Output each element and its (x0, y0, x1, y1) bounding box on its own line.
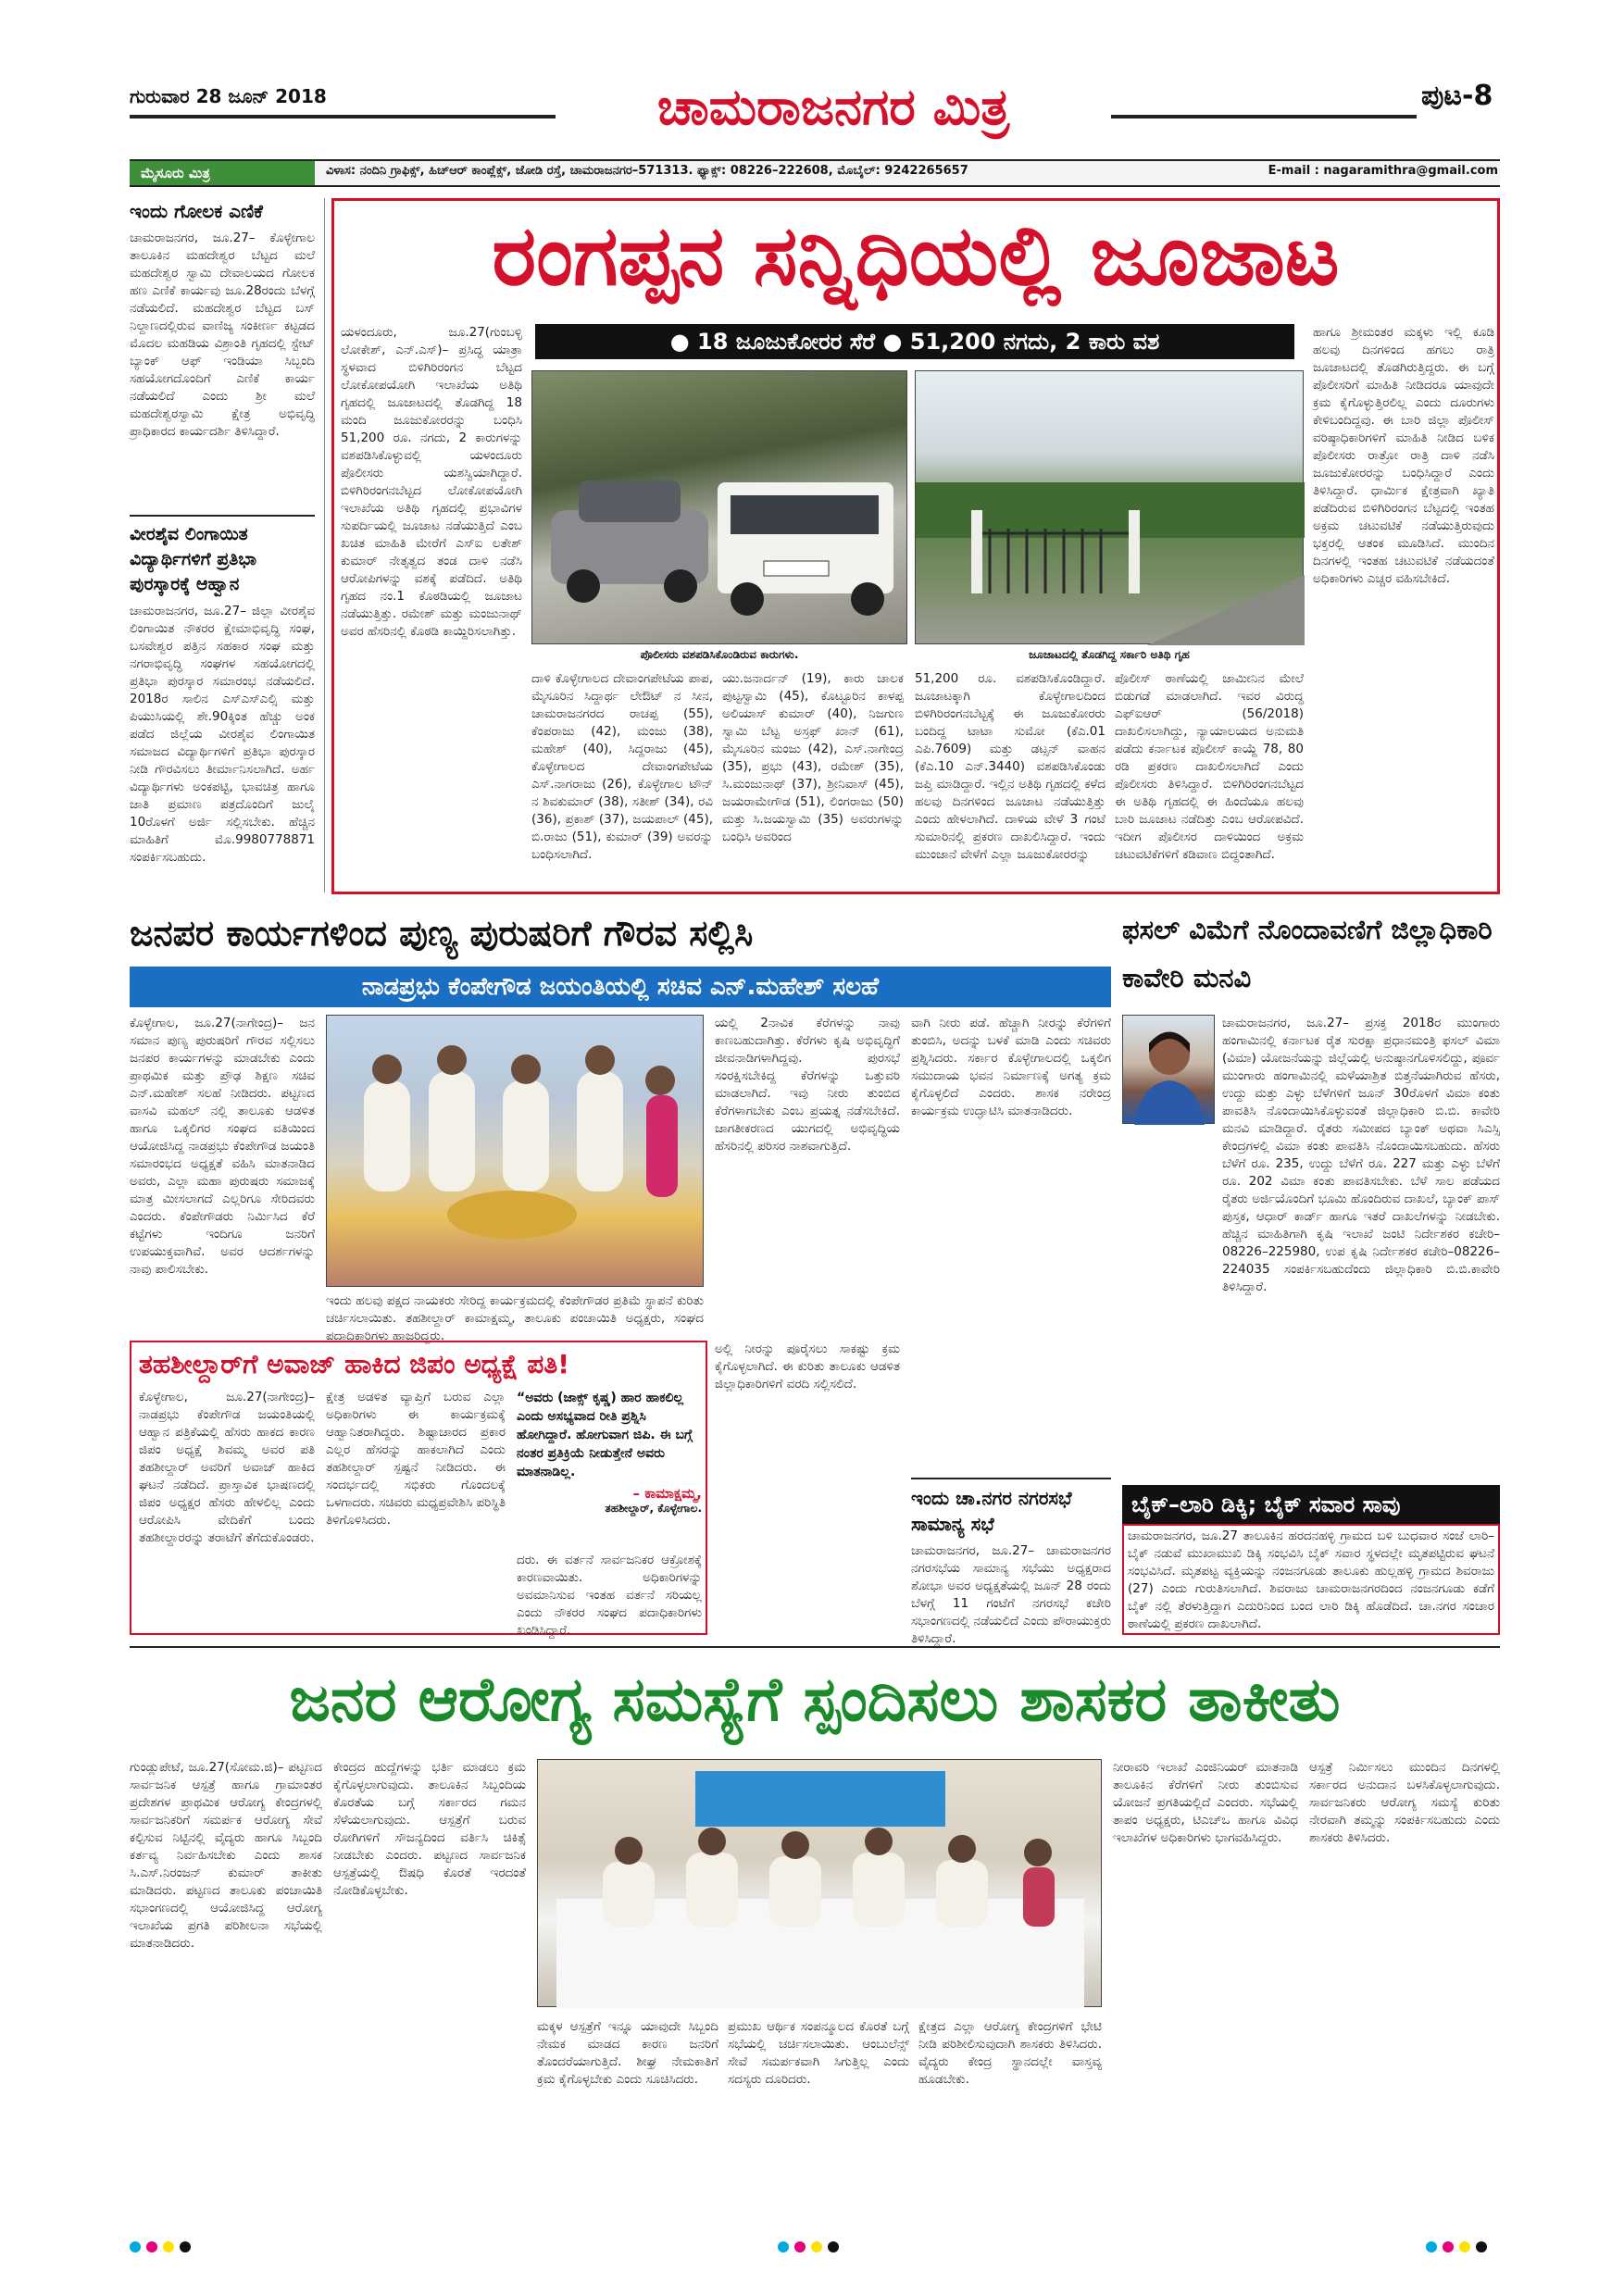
bike-body: ಚಾಮರಾಜನಗರ, ಜೂ.27 ತಾಲೂಕಿನ ಹರದನಹಳ್ಳಿ ಗ್ರಾಮದ ಬಳಿ ಬುಧವಾರ ಸಂಜೆ ಲಾರಿ–ಬೈಕ್ ನಡುವೆ ಮುಖಾಮುಖಿ ಡಿಕ್ಕಿ ಸಂಭವಿಸಿ ಬೈಕ್ ಸವಾರ ಸ್ಥಳದಲ್ಲೇ ಮೃತಪಟ್ಟಿರುವ ಘಟನೆ ಸಂಭವಿಸಿದೆ. ಮೃತಪಟ್ಟ ವ್ಯಕ್ತಿಯನ್ನು ನಂಜನಗೂಡು ತಾಲೂಕು ಹುಲ್ಲಹಳ್ಳಿ ಗ್ರಾಮದ ಶಿವರಾಜು (27) ಎಂದು ಗುರುತಿಸಲಾಗಿದೆ. ಶಿವರಾಜು ಚಾಮರಾಜನಗರದಿಂದ ನಂಜನಗೂಡು ಕಡೆಗೆ ಬೈಕ್ ನಲ್ಲಿ ತೆರಳುತ್ತಿದ್ದಾಗ ಎದುರಿನಿಂದ ಬಂದ ಲಾರಿ ಡಿಕ್ಕಿ ಹೊಡೆದಿದೆ. ಚಾ.ನಗರ ಸಂಚಾರ ಠಾಣೆಯಲ್ಲಿ ಪ್ರಕರಣ ದಾಖಲಾಗಿದೆ. (1128, 1529, 1494, 1631)
lead-col-5: ಪೊಲೀಸ್ ಠಾಣೆಯಲ್ಲಿ ಜಾಮೀನಿನ ಮೇಲೆ ಬಿಡುಗಡೆ ಮಾಡಲಾಗಿದೆ. ಇವರ ವಿರುದ್ಧ ಎಫ್ಐಆರ್ (56/2018) ದಾಖಲಿಸಲಾಗಿದ್ದು, ನ್ಯಾಯಾಲಯದ ಅನುಮತಿ ಪಡೆದು ಕರ್ನಾಟಕ ಪೊಲೀಸ್ ಕಾಯ್ದೆ 78, 80 ರಡಿ ಪ್ರಕರಣ ದಾಖಲಿಸಲಾಗಿದೆ ಎಂದು ಪೊಲೀಸರು ತಿಳಿಸಿದ್ದಾರೆ. ಬಿಳಿಗಿರಿರಂಗನಬೆಟ್ಟದ ಈ ಅತಿಥಿ ಗೃಹದಲ್ಲಿ ಈ ಹಿಂದೆಯೂ ಹಲವು ಬಾರಿ ಜೂಜಾಟ ನಡೆದಿತ್ತು ಎಂಬ ಆರೋಪವಿದೆ. ಇದೀಗ ಪೊಲೀಸರ ದಾಳಿಯಿಂದ ಅಕ್ರಮ ಚಟುವಟಿಕೆಗಳಿಗೆ ಕಡಿವಾಣ ಬಿದ್ದಂತಾಗಿದೆ. (1115, 671, 1304, 862)
meeting-illustration (538, 1760, 1103, 2008)
lead-col-1: ಯಳಂದೂರು, ಜೂ.27(ಗುಂಬಳ್ಳಿ ಲೋಕೇಶ್, ಎನ್.ಎಸ್)– ಪ್ರಸಿದ್ಧ ಯಾತ್ರಾ ಸ್ಥಳವಾದ ಬಿಳಿಗಿರಿರಂಗನ ಬೆಟ್ಟದ ಲೋಕೋಪಯೋಗಿ ಇಲಾಖೆಯ ಅತಿಥಿ ಗೃಹದಲ್ಲಿ ಜೂಜಾಟದಲ್ಲಿ ತೊಡಗಿದ್ದ 18 ಮಂದಿ ಜೂಜುಕೋರರನ್ನು ಬಂಧಿಸಿ 51,200 ರೂ. ನಗದು, 2 ಕಾರುಗಳನ್ನು ವಶಪಡಿಸಿಕೊಳ್ಳುವಲ್ಲಿ ಯಳಂದೂರು ಪೊಲೀಸರು ಯಶಸ್ವಿಯಾಗಿದ್ದಾರೆ. ಬಿಳಿಗಿರಿರಂಗನಬೆಟ್ಟದ ಲೋಕೋಪಯೋಗಿ ಇಲಾಖೆಯ ಅತಿಥಿ ಗೃಹದಲ್ಲಿ ಪ್ರಭಾವಿಗಳ ಸುಪರ್ದಿಯಲ್ಲಿ ಜೂಜಾಟ ನಡೆಯುತ್ತಿದೆ ಎಂಬ ಖಚಿತ ಮಾಹಿತಿ ಮೇರೆಗೆ ಎಸ್ಐ ಲತೇಶ್ ಕುಮಾರ್ ನೇತೃತ್ವದ ತಂಡ ದಾಳಿ ನಡೆಸಿ ಆರೋಪಿಗಳನ್ನು ವಶಕ್ಕೆ ಪಡೆದಿದೆ. ಅತಿಥಿ ಗೃಹದ ನಂ.1 ಕೊಠಡಿಯಲ್ಲಿ ಜೂಜಾಟ ನಡೆಯುತ್ತಿತ್ತು. ರಮೇಶ್ ಮತ್ತು ಮಂಜುನಾಥ್ ಅವರ ಹೆಸರಿನಲ್ಲಿ ಕೊಠಡಿ ಕಾಯ್ದಿರಿಸಲಾಗಿತ್ತು. (341, 325, 522, 639)
guest-house-caption: ಜೂಜಾಟದಲ್ಲಿ ತೊಡಗಿದ್ದ ಸರ್ಕಾರಿ ಅತಿಥಿ ಗೃಹ (1029, 648, 1190, 661)
lead-side-col: ಹಾಗೂ ಶ್ರೀಮಂತರ ಮಕ್ಕಳು ಇಲ್ಲಿ ಕೂಡಿ ಹಲವು ದಿನಗಳಿಂದ ಹಗಲು ರಾತ್ರಿ ಜೂಜಾಟದಲ್ಲಿ ತೊಡಗಿರುತ್ತಿದ್ದರು. ಈ ಬಗ್ಗೆ ಪೊಲೀಸರಿಗೆ ಮಾಹಿತಿ ನೀಡಿದರೂ ಯಾವುದೇ ಕ್ರಮ ಕೈಗೊಳ್ಳುತ್ತಿರಲಿಲ್ಲ ಎಂದು ದೂರುಗಳು ಕೇಳಿಬಂದಿದ್ದವು. ಈ ಬಾರಿ ಜಿಲ್ಲಾ ಪೊಲೀಸ್ ವರಿಷ್ಠಾಧಿಕಾರಿಗಳಿಗೆ ಮಾಹಿತಿ ನೀಡಿದ ಬಳಿಕ ಪೊಲೀಸರು ರಾತ್ರೋ ರಾತ್ರಿ ದಾಳಿ ನಡೆಸಿ ಜೂಜುಕೋರರನ್ನು ಬಂಧಿಸಿದ್ದಾರೆ ಎಂದು ತಿಳಿಸಿದ್ದಾರೆ. ಧಾರ್ಮಿಕ ಕ್ಷೇತ್ರವಾಗಿ ಖ್ಯಾತಿ ಪಡೆದಿರುವ ಬಿಳಿಗಿರಿರಂಗನ ಬೆಟ್ಟದಲ್ಲಿ ಇಂತಹ ಅಕ್ರಮ ಚಟುವಟಿಕೆ ನಡೆಯುತ್ತಿರುವುದು ಭಕ್ತರಲ್ಲಿ ಆತಂಕ ಮೂಡಿಸಿದೆ. ಮುಂದಿನ ದಿನಗಳಲ್ಲಿ ಇಂತಹ ಚಟುವಟಿಕೆ ನಡೆಯದಂತೆ ಅಧಿಕಾರಿಗಳು ಎಚ್ಚರ ವಹಿಸಬೇಕಿದೆ. (1313, 325, 1494, 586)
registration-dots-right (1426, 2239, 1493, 2256)
event-illustration (327, 1016, 705, 1288)
registration-dots-left (130, 2239, 196, 2256)
lead-col-3: ಯು.ಜನಾರ್ದನ್ (19), ಕಾರು ಚಾಲಕ ಪುಟ್ಟಸ್ವಾಮಿ (45), ಕೊಟ್ಟೂರಿನ ಕಾಳಪ್ಪ ಅಲಿಯಾಸ್ ಕುಮಾರ್ (40), ನಿಜಗುಣ ಸ್ವಾಮಿ ಬೆಟ್ಟ ಅಸ್ರಫ್ ಖಾನ್ (61), ಮೈಸೂರಿನ ಮಂಜು (42), ಎಸ್.ನಾಗೇಂದ್ರ (35), ಪ್ರಭು (43), ರಮೇಶ್ (35), ಸಿ.ಮಂಜುನಾಥ್ (37), ಶ್ರೀನಿವಾಸ್ (45), ಜಯರಾಮೇಗೌಡ (51), ಲಿಂಗರಾಜು (50) ಮತ್ತು ಸಿ.ಜಯಸ್ವಾಮಿ (35) ಅವರುಗಳನ್ನು ಬಂಧಿಸಿ ಅವರಿಂದ (722, 671, 904, 844)
health-meeting-photo (537, 1759, 1102, 2007)
health-col-3: ಮಕ್ಕಳ ಆಸ್ಪತ್ರೆಗೆ ಇನ್ನೂ ಯಾವುದೇ ಸಿಬ್ಬಂದಿ ನೇಮಕ ಮಾಡದ ಕಾರಣ ಜನರಿಗೆ ತೊಂದರೆಯಾಗುತ್ತಿದೆ. ಶೀಘ್ರ ನೇಮಕಾತಿಗೆ ಕ್ರಮ ಕೈಗೊಳ್ಳಬೇಕು ಎಂದು ಸೂಚಿಸಿದರು. (537, 2019, 718, 2087)
sabhe-body: ಚಾಮರಾಜನಗರ, ಜೂ.27– ಚಾಮರಾಜನಗರ ನಗರಸಭೆಯ ಸಾಮಾನ್ಯ ಸಭೆಯು ಅಧ್ಯಕ್ಷರಾದ ಶೋಭಾ ಅವರ ಅಧ್ಯಕ್ಷತೆಯಲ್ಲಿ ಜೂನ್ 28 ರಂದು ಬೆಳಗ್ಗೆ 11 ಗಂಟೆಗೆ ನಗರಸಭೆ ಕಚೇರಿ ಸಭಾಂಗಣದಲ್ಲಿ ನಡೆಯಲಿದೆ ಎಂದು ಪೌರಾಯುಕ್ತರು ತಿಳಿಸಿದ್ದಾರೆ. (911, 1543, 1111, 1646)
health-col-4: ಪ್ರಮುಖ ಆರ್ಥಿಕ ಸಂಪನ್ಮೂಲದ ಕೊರತೆ ಬಗ್ಗೆ ಸಭೆಯಲ್ಲಿ ಚರ್ಚಿಸಲಾಯಿತು. ಆಂಬುಲೆನ್ಸ್ ಸೇವೆ ಸಮರ್ಪಕವಾಗಿ ಸಿಗುತ್ತಿಲ್ಲ ಎಂದು ಸದಸ್ಯರು ದೂರಿದರು. (728, 2019, 909, 2087)
golaka-body: ಚಾಮರಾಜನಗರ, ಜೂ.27– ಕೊಳ್ಳೇಗಾಲ ತಾಲೂಕಿನ ಮಹದೇಶ್ವರ ಬೆಟ್ಟದ ಮಲೆ ಮಹದೇಶ್ವರ ಸ್ವಾಮಿ ದೇವಾಲಯದ ಗೋಲಕ ಹಣ ಎಣಿಕೆ ಕಾರ್ಯವು ಜೂ.28ರಂದು ಬೆಳಗ್ಗೆ ನಡೆಯಲಿದೆ. ಮಹದೇಶ್ವರ ಬೆಟ್ಟದ ಬಸ್ ನಿಲ್ದಾಣದಲ್ಲಿರುವ ವಾಣಿಜ್ಯ ಸಂಕೀರ್ಣ ಕಟ್ಟಡದ ಮೊದಲ ಮಹಡಿಯ ವಿಶ್ರಾಂತಿ ಗೃಹದಲ್ಲಿ ಸ್ಟೇಟ್ ಬ್ಯಾಂಕ್ ಆಫ್ ಇಂಡಿಯಾ ಸಿಬ್ಬಂದಿ ಸಹಯೋಗದೊಂದಿಗೆ ಎಣಿಕೆ ಕಾರ್ಯ ನಡೆಯಲಿದೆ ಎಂದು ಶ್ರೀ ಮಲೆ ಮಹದೇಶ್ವರಸ್ವಾಮಿ ಕ್ಷೇತ್ರ ಅಭಿವೃದ್ಧಿ ಪ್ರಾಧಿಕಾರದ ಕಾರ್ಯದರ್ಶಿ ತಿಳಿಸಿದ್ದಾರೆ. (130, 231, 315, 439)
lead-col-4: 51,200 ರೂ. ವಶಪಡಿಸಿಕೊಂಡಿದ್ದಾರೆ. ಜೂಜಾಟಕ್ಕಾಗಿ ಕೊಳ್ಳೇಗಾಲದಿಂದ ಬಿಳಿಗಿರಿರಂಗನಬೆಟ್ಟಕ್ಕೆ ಈ ಜೂಜುಕೋರರು ಬಂದಿದ್ದ ಟಾಟಾ ಸುಮೋ (ಕೆಎ.01 ಎಪಿ.7609) ಮತ್ತು ಡಟ್ಸನ್ ವಾಹನ (ಕೆಎ.10 ಎನ್.3440) ವಶಪಡಿಸಿಕೊಂಡು ಜಪ್ತಿ ಮಾಡಿದ್ದಾರೆ. ಇಲ್ಲಿನ ಅತಿಥಿ ಗೃಹದಲ್ಲಿ ಕಳೆದ ಹಲವು ದಿನಗಳಿಂದ ಜೂಜಾಟ ನಡೆಯುತ್ತಿತ್ತು ಎಂದು ಹೇಳಲಾಗಿದೆ. ದಾಳಿಯ ವೇಳೆ 3 ಗಂಟೆ ಸುಮಾರಿನಲ್ಲಿ ಪ್ರಕರಣ ದಾಖಲಿಸಿದ್ದಾರೆ. ಇಂದು ಮುಂಜಾನೆ ವೇಳೆಗೆ ಎಲ್ಲಾ ಜೂಜುಕೋರರನ್ನು (915, 671, 1106, 862)
info-brand: ಮೈಸೂರು ಮಿತ್ರ (130, 161, 315, 185)
tahsildar-col-3: ದರು. ಈ ವರ್ತನೆ ಸಾರ್ವಜನಿಕರ ಆಕ್ರೋಶಕ್ಕೆ ಕಾರಣವಾಯಿತು. ಅಧಿಕಾರಿಗಳನ್ನು ಅವಮಾನಿಸುವ ಇಂತಹ ವರ್ತನೆ ಸರಿಯಲ್ಲ ಎಂದು ನೌಕರರ ಸಂಘದ ಪದಾಧಿಕಾರಿಗಳು ಖಂಡಿಸಿದ್ದಾರೆ. (517, 1553, 702, 1638)
bike-headline: ಬೈಕ್–ಲಾರಿ ಡಿಕ್ಕಿ; ಬೈಕ್ ಸವಾರ ಸಾವು (1122, 1485, 1500, 1524)
sabhe-headline: ಇಂದು ಚಾ.ನಗರ ನಗರಸಭೆ ಸಾಮಾನ್ಯ ಸಭೆ (911, 1478, 1111, 1537)
health-col-7: ಆಸ್ಪತ್ರೆ ನಿರ್ಮಿಸಲು ಮುಂದಿನ ದಿನಗಳಲ್ಲಿ ಸರ್ಕಾರದ ಅನುದಾನ ಬಳಸಿಕೊಳ್ಳಲಾಗುವುದು. ಸಾರ್ವಜನಿಕರು ಆರೋಗ್ಯ ಸಮಸ್ಯೆ ಕುರಿತು ನೇರವಾಗಿ ತಮ್ಮನ್ನು ಸಂಪರ್ಕಿಸಬಹುದು ಎಂದು ಶಾಸಕರು ತಿಳಿಸಿದರು. (1309, 1760, 1500, 1845)
fasal-body: ಚಾಮರಾಜನಗರ, ಜೂ.27– ಪ್ರಸಕ್ತ 2018ರ ಮುಂಗಾರು ಹಂಗಾಮಿನಲ್ಲಿ ಕರ್ನಾಟಕ ರೈತ ಸುರಕ್ಷಾ ಪ್ರಧಾನಮಂತ್ರಿ ಫಸಲ್ ವಿಮಾ (ವಿಮಾ) ಯೋಜನೆಯನ್ನು ಜಿಲ್ಲೆಯಲ್ಲಿ ಅನುಷ್ಠಾನಗೊಳಿಸಲಿದ್ದು, ಪೂರ್ವ ಮುಂಗಾರು ಹಂಗಾಮಿನಲ್ಲಿ ಮಳೆಯಾಶ್ರಿತ ಬಿತ್ತನೆಯಾಗಿರುವ ಹೆಸರು, ಉದ್ದು ಮತ್ತು ಎಳ್ಳು ಬೆಳೆಗಳಿಗೆ ಜೂನ್ 30ರೊಳಗೆ ವಿಮಾ ಕಂತು ಪಾವತಿಸಿ ನೊಂದಾಯಿಸಿಕೊಳ್ಳುವಂತೆ ಜಿಲ್ಲಾಧಿಕಾರಿ ಬಿ.ಬಿ. ಕಾವೇರಿ ಮನವಿ ಮಾಡಿದ್ದಾರೆ. ರೈತರು ಸಮೀಪದ ಬ್ಯಾಂಕ್ ಅಥವಾ ಸಿಎಸ್ಸಿ ಕೇಂದ್ರಗಳಲ್ಲಿ ವಿಮಾ ಕಂತು ಪಾವತಿಸಿ ನೊಂದಾಯಿಸಬಹುದು. ಹೆಸರು ಬೆಳೆಗೆ ರೂ. 235, ಉದ್ದು ಬೆಳೆಗೆ ರೂ. 227 ಮತ್ತು ಎಳ್ಳು ಬೆಳೆಗೆ ರೂ. 202 ವಿಮಾ ಕಂತು ಪಾವತಿಸಬೇಕು. ಬೆಳೆ ಸಾಲ ಪಡೆಯದ ರೈತರು ಅರ್ಜಿಯೊಂದಿಗೆ ಭೂಮಿ ಹೊಂದಿರುವ ದಾಖಲೆ, ಬ್ಯಾಂಕ್ ಪಾಸ್ ಪುಸ್ತಕ, ಆಧಾರ್ ಕಾರ್ಡ್ ಹಾಗೂ ಇತರೆ ದಾಖಲೆಗಳನ್ನು ನೀಡಬೇಕು. ಹೆಚ್ಚಿನ ಮಾಹಿತಿಗಾಗಿ ಕೃಷಿ ಇಲಾಖೆ ಜಂಟಿ ನಿರ್ದೇಶಕರ ಕಚೇರಿ–08226–225980, ಉಪ ಕೃಷಿ ನಿರ್ದೇಶಕರ ಕಚೇರಿ–08226–224035 ಸಂಪರ್ಕಿಸಬಹುದೆಂದು ಜಿಲ್ಲಾಧಿಕಾರಿ ಬಿ.ಬಿ.ಕಾವೇರಿ ತಿಳಿಸಿದ್ದಾರೆ. (1222, 1016, 1500, 1294)
lead-headline: ರಂಗಪ್ಪನ ಸನ್ನಿಧಿಯಲ್ಲಿ ಜೂಜಾಟ (492, 207, 1340, 305)
masthead-title: ಚಾಮರಾಜನಗರ ಮಿತ್ರ (656, 78, 1010, 136)
masthead (130, 74, 1500, 146)
left-column-rule (324, 198, 325, 892)
kempegowda-event-photo (326, 1015, 704, 1287)
guest-house-photo (915, 370, 1304, 644)
health-col-5: ಕ್ಷೇತ್ರದ ಎಲ್ಲಾ ಆರೋಗ್ಯ ಕೇಂದ್ರಗಳಿಗೆ ಭೇಟಿ ನೀಡಿ ಪರಿಶೀಲಿಸುವುದಾಗಿ ಶಾಸಕರು ತಿಳಿಸಿದರು. ವೈದ್ಯರು ಕೇಂದ್ರ ಸ್ಥಾನದಲ್ಲೇ ವಾಸ್ತವ್ಯ ಹೂಡಬೇಕು. (918, 2019, 1102, 2087)
tahsildar-quote-author: – ಕಾಮಾಕ್ಷಮ್ಮ, (632, 1485, 702, 1502)
kempegowda-col-3: ವಾಗಿ ನೀರು ಪಡೆ. ಹೆಚ್ಚಾಗಿ ನೀರನ್ನು ಕೆರೆಗಳಿಗೆ ತುಂಬಿಸಿ, ಅದನ್ನು ಬಳಕೆ ಮಾಡಿ ಎಂದು ಸಚಿವರು ಪ್ರಶ್ನಿಸಿದರು. ಸರ್ಕಾರ ಕೊಳ್ಳೇಗಾಲದಲ್ಲಿ ಒಕ್ಕಲಿಗ ಸಮುದಾಯ ಭವನ ನಿರ್ಮಾಣಕ್ಕೆ ಅಗತ್ಯ ಕ್ರಮ ಕೈಗೊಳ್ಳಲಿದೆ ಎಂದರು. ಶಾಸಕ ನರೇಂದ್ರ ಕಾರ್ಯಕ್ರಮ ಉದ್ಘಾಟಿಸಿ ಮಾತನಾಡಿದರು. (911, 1016, 1111, 1118)
health-col-6: ನೀರಾವರಿ ಇಲಾಖೆ ಎಂಜಿನಿಯರ್ ಮಾತನಾಡಿ ತಾಲೂಕಿನ ಕೆರೆಗಳಿಗೆ ನೀರು ತುಂಬಿಸುವ ಯೋಜನೆ ಪ್ರಗತಿಯಲ್ಲಿದೆ ಎಂದರು. ಸಭೆಯಲ್ಲಿ ತಾಪಂ ಅಧ್ಯಕ್ಷರು, ಟಿಎಚ್ಒ ಹಾಗೂ ವಿವಿಧ ಇಲಾಖೆಗಳ ಅಧಿಕಾರಿಗಳು ಭಾಗವಹಿಸಿದ್ದರು. (1113, 1760, 1298, 1845)
seized-cars-caption: ಪೊಲೀಸರು ವಶಪಡಿಸಿಕೊಂಡಿರುವ ಕಾರುಗಳು. (640, 648, 799, 661)
veerashaiva-body: ಚಾಮರಾಜನಗರ, ಜೂ.27– ಜಿಲ್ಲಾ ವೀರಶೈವ ಲಿಂಗಾಯಿತ ನೌಕರರ ಕ್ಷೇಮಾಭಿವೃದ್ಧಿ ಸಂಘ, ಬಸವೇಶ್ವರ ಪತ್ತಿನ ಸಹಕಾರ ಸಂಘ ಮತ್ತು ನಗರಾಭಿವೃದ್ಧಿ ಸಂಘಗಳ ಸಹಯೋಗದಲ್ಲಿ ಪ್ರತಿಭಾ ಪುರಸ್ಕಾರ ಸಮಾರಂಭ ನಡೆಯಲಿದೆ. 2018ರ ಸಾಲಿನ ಎಸ್ಎಸ್ಎಲ್ಸಿ ಮತ್ತು ಪಿಯುಸಿಯಲ್ಲಿ ಶೇ.90ಕ್ಕಿಂತ ಹೆಚ್ಚು ಅಂಕ ಪಡೆದ ಜಿಲ್ಲೆಯ ವೀರಶೈವ ಲಿಂಗಾಯಿತ ಸಮಾಜದ ವಿದ್ಯಾರ್ಥಿಗಳಿಗೆ ಪ್ರತಿಭಾ ಪುರಸ್ಕಾರ ನೀಡಿ ಗೌರವಿಸಲು ತೀರ್ಮಾನಿಸಲಾಗಿದೆ. ಅರ್ಹ ವಿದ್ಯಾರ್ಥಿಗಳು ಅಂಕಪಟ್ಟಿ, ಭಾವಚಿತ್ರ ಹಾಗೂ ಜಾತಿ ಪ್ರಮಾಣ ಪತ್ರದೊಂದಿಗೆ ಜುಲೈ 10ರೊಳಗೆ ಅರ್ಜಿ ಸಲ್ಲಿಸಬೇಕು. ಹೆಚ್ಚಿನ ಮಾಹಿತಿಗೆ ಮೊ.9980778871 ಸಂಪರ್ಕಿಸಬಹುದು. (130, 604, 315, 865)
tahsildar-col-4: ಅಲ್ಲಿ ನೀರನ್ನು ಪೂರೈಸಲು ಸಾಕಷ್ಟು ಕ್ರಮ ಕೈಗೊಳ್ಳಲಾಗಿದೆ. ಈ ಕುರಿತು ತಾಲೂಕು ಆಡಳಿತ ಜಿಲ್ಲಾಧಿಕಾರಿಗಳಿಗೆ ವರದಿ ಸಲ್ಲಿಸಲಿದೆ. (715, 1341, 900, 1391)
health-headline: ಜನರ ಆರೋಗ್ಯ ಸಮಸ್ಯೆಗೆ ಸ್ಪಂದಿಸಲು ಶಾಸಕರ ತಾಕೀತು (289, 1664, 1341, 1735)
tahsildar-quote: “ಅವರು (ಜಾಕ್ಸ್ ಕೃಷ್ಣ) ಹಾರ ಹಾಕಲಿಲ್ಲ ಎಂದು ಅಸಭ್ಯವಾದ ರೀತಿ ಪ್ರಶ್ನಿಸಿ ಹೋಗಿದ್ದಾರೆ. ಹೋಗುವಾಗ ಜಿಪಿ. ಈ ಬಗ್ಗೆ ನಂತರ ಪ್ರತಿಕ್ರಿಯೆ ನೀಡುತ್ತೇನೆ ಅವರು ಮಾತನಾಡಿಲ್ಲ. (517, 1391, 693, 1479)
masthead-page: ಪುಟ-8 (1421, 80, 1493, 112)
car-illustration (532, 371, 908, 645)
tahsildar-headline: ತಹಶೀಲ್ದಾರ್‌ಗೆ ಅವಾಜ್ ಹಾಕಿದ ಜಿಪಂ ಅಧ್ಯಕ್ಷೆ ಪತಿ! (139, 1349, 569, 1379)
health-rule (130, 1646, 1500, 1648)
lead-subhead: ● 18 ಜೂಜುಕೋರರ ಸೆರೆ ● 51,200 ನಗದು, 2 ಕಾರು ವಶ (535, 324, 1294, 359)
kempegowda-col-1: ಕೊಳ್ಳೇಗಾಲ, ಜೂ.27(ನಾಗೇಂದ್ರ)– ಜನ ಸಮಾನ ಪುಣ್ಯ ಪುರುಷರಿಗೆ ಗೌರವ ಸಲ್ಲಿಸಲು ಜನಪರ ಕಾರ್ಯಗಳನ್ನು ಮಾಡಬೇಕು ಎಂದು ಪ್ರಾಥಮಿಕ ಮತ್ತು ಪ್ರೌಢ ಶಿಕ್ಷಣ ಸಚಿವ ಎನ್.ಮಹೇಶ್ ಸಲಹೆ ನೀಡಿದರು. ಪಟ್ಟಣದ ವಾಸವಿ ಮಹಲ್ ನಲ್ಲಿ ತಾಲೂಕು ಆಡಳಿತ ಹಾಗೂ ಒಕ್ಕಲಿಗರ ಸಂಘದ ವತಿಯಿಂದ ಆಯೋಜಿಸಿದ್ದ ನಾಡಪ್ರಭು ಕೆಂಪೇಗೌಡ ಜಯಂತಿ ಸಮಾರಂಭದ ಅಧ್ಯಕ್ಷತೆ ವಹಿಸಿ ಮಾತನಾಡಿದ ಅವರು, ಎಲ್ಲಾ ಮಹಾ ಪುರುಷರು ಸಮಾಜಕ್ಕೆ ಮಾತ್ರ ಮೀಸಲಾಗದೆ ಎಲ್ಲರಿಗೂ ಸೇರಿದವರು ಎಂದರು. ಕೆಂಪೇಗೌಡರು ನಿರ್ಮಿಸಿದ ಕೆರೆ ಕಟ್ಟೆಗಳು ಇಂದಿಗೂ ಜನರಿಗೆ ಉಪಯುಕ್ತವಾಗಿವೆ. ಅವರ ಆದರ್ಶಗಳನ್ನು ನಾವು ಪಾಲಿಸಬೇಕು. (130, 1016, 315, 1277)
info-address: ವಿಳಾಸ: ನಂದಿನಿ ಗ್ರಾಫಿಕ್ಸ್, ಹಿಚ್ಆರ್ ಕಾಂಪ್ಲೆಕ್ಸ್, ಜೋಡಿ ರಸ್ತೆ, ಚಾಮರಾಜನಗರ–571313. ಫ್ಯಾಕ್ಸ್: 08226–222608, ಮೊಬೈಲ್: 9242265657 (326, 164, 968, 178)
health-col-2: ಕೇಂದ್ರದ ಹುದ್ದೆಗಳನ್ನು ಭರ್ತಿ ಮಾಡಲು ಕ್ರಮ ಕೈಗೊಳ್ಳಲಾಗುವುದು. ತಾಲೂಕಿನ ಸಿಬ್ಬಂದಿಯ ಕೊರತೆಯ ಬಗ್ಗೆ ಸರ್ಕಾರದ ಗಮನ ಸೆಳೆಯಲಾಗುವುದು. ಆಸ್ಪತ್ರೆಗೆ ಬರುವ ರೋಗಿಗಳಿಗೆ ಸೌಜನ್ಯದಿಂದ ವರ್ತಿಸಿ ಚಿಕಿತ್ಸೆ ನೀಡಬೇಕು ಎಂದರು. ಪಟ್ಟಣದ ಸಾರ್ವಜನಿಕ ಆಸ್ಪತ್ರೆಯಲ್ಲಿ ಔಷಧಿ ಕೊರತೆ ಇರದಂತೆ ನೋಡಿಕೊಳ್ಳಬೇಕು. (333, 1760, 526, 1898)
kempegowda-subhead: ನಾಡಪ್ರಭು ಕೆಂಪೇಗೌಡ ಜಯಂತಿಯಲ್ಲಿ ಸಚಿವ ಎನ್.ಮಹೇಶ್ ಸಲಹೆ (130, 967, 1111, 1007)
tahsildar-quote-role: ತಹಶೀಲ್ದಾರ್, ಕೊಳ್ಳೇಗಾಲ. (605, 1502, 702, 1515)
masthead-date: ಗುರುವಾರ 28 ಜೂನ್ 2018 (130, 85, 327, 107)
tahsildar-col-2: ಕ್ಷೇತ್ರ ಅಡಳಿತ ವ್ಯಾಪ್ತಿಗೆ ಬರುವ ಎಲ್ಲಾ ಅಧಿಕಾರಿಗಳು ಈ ಕಾರ್ಯಕ್ರಮಕ್ಕೆ ಆಹ್ವಾನಿತರಾಗಿದ್ದರು. ಶಿಷ್ಟಾಚಾರದ ಪ್ರಕಾರ ಎಲ್ಲರ ಹೆಸರನ್ನು ಹಾಕಲಾಗಿದೆ ಎಂದು ತಹಶೀಲ್ದಾರ್ ಸ್ಪಷ್ಟನೆ ನೀಡಿದರು. ಈ ಸಂದರ್ಭದಲ್ಲಿ ಸಭಿಕರು ಗೊಂದಲಕ್ಕೆ ಒಳಗಾದರು. ಸಚಿವರು ಮಧ್ಯಪ್ರವೇಶಿಸಿ ಪರಿಸ್ಥಿತಿ ತಿಳಿಗೊಳಿಸಿದರು. (326, 1390, 506, 1528)
left-column (130, 198, 315, 892)
tahsildar-quote-box (517, 1389, 702, 1546)
fasal-headline: ಫಸಲ್ ವಿಮೆಗೆ ನೊಂದಾವಣಿಗೆ ಜಿಲ್ಲಾಧಿಕಾರಿ ಕಾವೇರಿ ಮನವಿ (1122, 914, 1493, 993)
health-col-1: ಗುಂಡ್ಲುಪೇಟೆ, ಜೂ.27(ಸೋಮ.ಜಿ)– ಪಟ್ಟಣದ ಸಾರ್ವಜನಿಕ ಆಸ್ಪತ್ರೆ ಹಾಗೂ ಗ್ರಾಮಾಂತರ ಪ್ರದೇಶಗಳ ಪ್ರಾಥಮಿಕ ಆರೋಗ್ಯ ಕೇಂದ್ರಗಳಲ್ಲಿ ಸಾರ್ವಜನಿಕರಿಗೆ ಸಮರ್ಪಕ ಆರೋಗ್ಯ ಸೇವೆ ಕಲ್ಪಿಸುವ ನಿಟ್ಟಿನಲ್ಲಿ ವೈದ್ಯರು ಹಾಗೂ ಸಿಬ್ಬಂದಿ ಕರ್ತವ್ಯ ನಿರ್ವಹಿಸಬೇಕು ಎಂದು ಶಾಸಕ ಸಿ.ಎಸ್.ನಿರಂಜನ್ ಕುಮಾರ್ ತಾಕೀತು ಮಾಡಿದರು. ಪಟ್ಟಣದ ತಾಲೂಕು ಪಂಚಾಯಿತಿ ಸಭಾಂಗಣದಲ್ಲಿ ಆಯೋಜಿಸಿದ್ದ ಆರೋಗ್ಯ ಇಲಾಖೆಯ ಪ್ರಗತಿ ಪರಿಶೀಲನಾ ಸಭೆಯಲ್ಲಿ ಮಾತನಾಡಿದರು. (130, 1760, 322, 1951)
kempegowda-headline: ಜನಪರ ಕಾರ್ಯಗಳಿಂದ ಪುಣ್ಯ ಪುರುಷರಿಗೆ ಗೌರವ ಸಲ್ಲಿಸಿ (130, 913, 754, 954)
golaka-headline: ಇಂದು ಗೋಲಕ ಎಣಿಕೆ (130, 200, 263, 222)
masthead-rule-right (1111, 115, 1417, 119)
veerashaiva-headline: ವೀರಶೈವ ಲಿಂಗಾಯಿತ ವಿದ್ಯಾರ್ಥಿಗಳಿಗೆ ಪ್ರತಿಭಾ ಪುರಸ್ಕಾರಕ್ಕೆ ಆಹ್ವಾನ (130, 515, 315, 597)
kempegowda-col-4: ಇಂದು ಹಲವು ಪಕ್ಷದ ನಾಯಕರು ಸೇರಿದ್ದ ಕಾರ್ಯಕ್ರಮದಲ್ಲಿ ಕೆಂಪೇಗೌಡರ ಪ್ರತಿಮೆ ಸ್ಥಾಪನೆ ಕುರಿತು ಚರ್ಚಿಸಲಾಯಿತು. ತಹಶೀಲ್ದಾರ್ ಕಾಮಾಕ್ಷಮ್ಮ, ತಾಲೂಕು ಪಂಚಾಯಿತಿ ಅಧ್ಯಕ್ಷರು, ಸಂಘದ ಪದಾಧಿಕಾರಿಗಳು ಹಾಜರಿದ್ದರು. (326, 1293, 704, 1343)
info-email: E-mail : nagaramithra@gmail.com (1268, 164, 1498, 178)
info-bar (130, 159, 1500, 187)
kempegowda-col-2: ಯಲ್ಲಿ 2ನಾವಿಕ ಕೆರೆಗಳನ್ನು ನಾವು ಕಾಣಬಹುದಾಗಿತ್ತು. ಕೆರೆಗಳು ಕೃಷಿ ಅಭಿವೃದ್ಧಿಗೆ ಜೀವನಾಡಿಗಳಾಗಿದ್ದವು. ಪುರಸಭೆ ಸಂರಕ್ಷಿಸಬೇಕಿದ್ದ ಕೆರೆಗಳನ್ನು ಒತ್ತುವರಿ ಮಾಡಲಾಗಿದೆ. ಇವು ನೀರು ತುಂಬಿದ ಕೆರೆಗಳಾಗಬೇಕು ಎಂಬ ಪ್ರಯತ್ನ ನಡೆಸಬೇಕಿದೆ. ಜಾಗತೀಕರಣದ ಯುಗದಲ್ಲಿ ಅಭಿವೃದ್ಧಿಯ ಹೆಸರಿನಲ್ಲಿ ಪರಿಸರ ನಾಶವಾಗುತ್ತಿದೆ. (715, 1016, 900, 1154)
masthead-rule-left (130, 115, 556, 119)
seized-cars-photo (531, 370, 907, 644)
registration-dots-center (778, 2239, 844, 2256)
tahsildar-col-1: ಕೊಳ್ಳೇಗಾಲ, ಜೂ.27(ನಾಗೇಂದ್ರ)– ನಾಡಪ್ರಭು ಕೆಂಪೇಗೌಡ ಜಯಂತಿಯಲ್ಲಿ ಆಹ್ವಾನ ಪತ್ರಿಕೆಯಲ್ಲಿ ಹೆಸರು ಹಾಕದ ಕಾರಣ ಜಿಪಂ ಅಧ್ಯಕ್ಷೆ ಶಿವಮ್ಮ ಅವರ ಪತಿ ತಹಶೀಲ್ದಾರ್ ಅವರಿಗೆ ಅವಾಜ್ ಹಾಕಿದ ಘಟನೆ ನಡೆದಿದೆ. ಪ್ರಾಸ್ತಾವಿಕ ಭಾಷಣದಲ್ಲಿ ಜಿಪಂ ಅಧ್ಯಕ್ಷರ ಹೆಸರು ಹೇಳಲಿಲ್ಲ ಎಂದು ಆರೋಪಿಸಿ ವೇದಿಕೆಗೆ ಬಂದು ತಹಶೀಲ್ದಾರರನ್ನು ತರಾಟೆಗೆ ತೆಗೆದುಕೊಂಡರು. (139, 1390, 315, 1545)
gate-illustration (916, 371, 1305, 645)
lead-col-2: ದಾಳಿ ಕೊಳ್ಳೇಗಾಲದ ದೇವಾಂಗಪೇಟೆಯ ಪಾಪ, ಮೈಸೂರಿನ ಸಿದ್ದಾರ್ಥ ಲೇಔಟ್ ನ ಸೀನ, ಚಾಮರಾಜನಗರದ ರಾಚಪ್ಪ (55), ಕೆಂಪರಾಜು (42), ಮಂಜು (38), ಮಹೇಶ್ (40), ಸಿದ್ದರಾಜು (45), ಕೊಳ್ಳೇಗಾಲದ ದೇವಾಂಗಪೇಟೆಯ ಎಸ್.ನಾಗರಾಜು (26), ಕೊಳ್ಳೇಗಾಲ ಟೌನ್ ನ ಶಿವಕುಮಾರ್ (38), ಸತೀಶ್ (34), ರವಿ (36), ಪ್ರಕಾಶ್ (37), ಜಯಪಾಲ್ (45), ಬಿ.ರಾಜು (51), ಕುಮಾರ್ (39) ಅವರನ್ನು ಬಂಧಿಸಲಾಗಿದೆ. (531, 671, 713, 862)
